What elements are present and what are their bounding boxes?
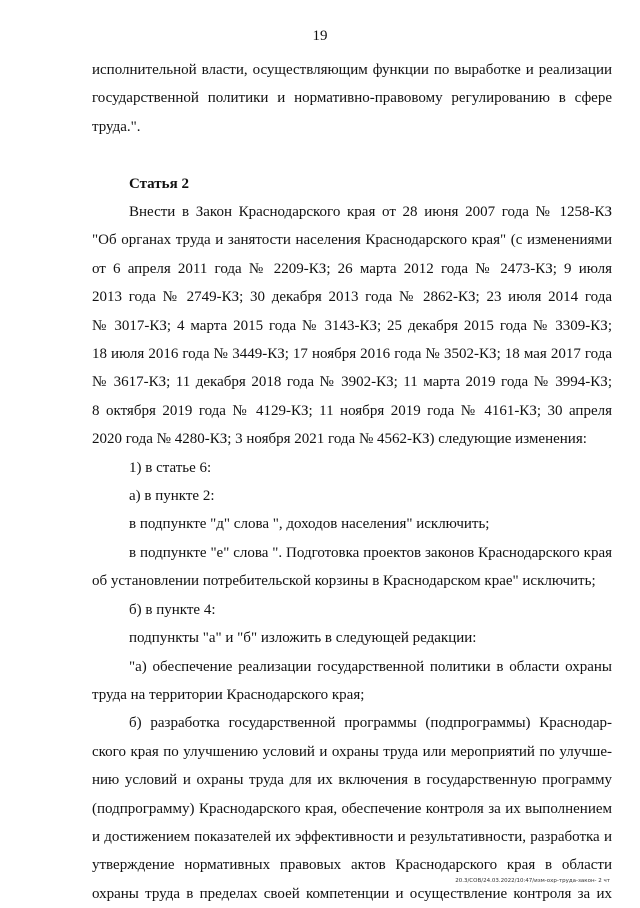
amendment-line-3: от 6 апреля 2011 года № 2209-КЗ; 26 марта 2012 года № 2473-КЗ; 9 июля	[92, 260, 612, 277]
amendment-line-1: Внести в Закон Краснодарского края от 28 июня 2007 года № 1258-КЗ	[129, 204, 612, 221]
amendment-line-4: 2013 года № 2749-КЗ; 30 декабря 2013 года № 2862-КЗ; 23 июля 2014 года	[92, 289, 612, 306]
quote-b-line-4: (подпрограмму) Краснодарского края, обеспечение контроля за их выполнением	[92, 800, 612, 817]
subpoints-instruction: подпункты "а" и "б" изложить в следующей редакции:	[129, 630, 477, 647]
amendment-line-2: "Об органах труда и занятости населения Краснодарского края" (с изменениями	[92, 232, 612, 249]
quote-b-line-1: б) разработка государственной программы (подпрограммы) Краснодар-	[129, 715, 612, 732]
intro-line-1: исполнительной власти, осуществляющим функции по выработке и реализации	[92, 62, 612, 78]
document-body	[92, 56, 612, 908]
item-a: а) в пункте 2:	[129, 488, 215, 505]
intro-line-3: труда.".	[92, 118, 141, 135]
amendment-line-9: 2020 года № 4280-КЗ; 3 ноября 2021 года № 4562-КЗ) следующие изменения:	[92, 431, 587, 448]
item-b: б) в пункте 4:	[129, 601, 216, 618]
quote-a-line-2: труда на территории Краснодарского края;	[92, 686, 365, 703]
quote-b-line-3: нию условий и охраны труда для их включения в государственную программу	[92, 772, 612, 789]
intro-line-2: государственной политики и нормативно-правовому регулированию в сфере	[92, 90, 612, 107]
quote-b-line-2: ского края по улучшению условий и охраны труда или мероприятий по улучше-	[92, 743, 612, 760]
document-footer-code: 20.3/СОВ/24.03.2022/10:47/изм-охр-труда-закон- 2 чт	[455, 878, 610, 884]
subitem-e-line-2: об установлении потребительской корзины в Краснодарском крае" исключить;	[92, 573, 596, 590]
article-heading: Статья 2	[129, 175, 189, 192]
item-1: 1) в статье 6:	[129, 459, 212, 476]
amendment-line-5: № 3017-КЗ; 4 марта 2015 года № 3143-КЗ; 25 декабря 2015 года № 3309-КЗ;	[92, 317, 612, 334]
page-number: 19	[312, 28, 328, 44]
paragraph-gap	[92, 141, 612, 169]
quote-a-line-1: "а) обеспечение реализации государственной политики в области охраны	[129, 658, 612, 675]
amendment-line-8: 8 октября 2019 года № 4129-КЗ; 11 ноября 2019 года № 4161-КЗ; 30 апреля	[92, 402, 612, 419]
quote-b-line-7: охраны труда в пределах своей компетенции и осуществление контроля за их	[92, 885, 612, 902]
subitem-e-line-1: в подпункте "е" слова ". Подготовка проектов законов Краснодарского края	[129, 544, 612, 561]
amendment-line-6: 18 июля 2016 года № 3449-КЗ; 17 ноября 2016 года № 3502-КЗ; 18 мая 2017 года	[92, 346, 612, 363]
quote-b-line-6: утверждение нормативных правовых актов Краснодарского края в области	[92, 857, 612, 874]
quote-b-line-5: и достижением показателей их эффективности и результативности, разработка и	[92, 828, 612, 845]
amendment-line-7: № 3617-КЗ; 11 декабря 2018 года № 3902-КЗ; 11 марта 2019 года № 3994-КЗ;	[92, 374, 612, 391]
subitem-d: в подпункте "д" слова ", доходов населения" исключить;	[129, 516, 490, 533]
